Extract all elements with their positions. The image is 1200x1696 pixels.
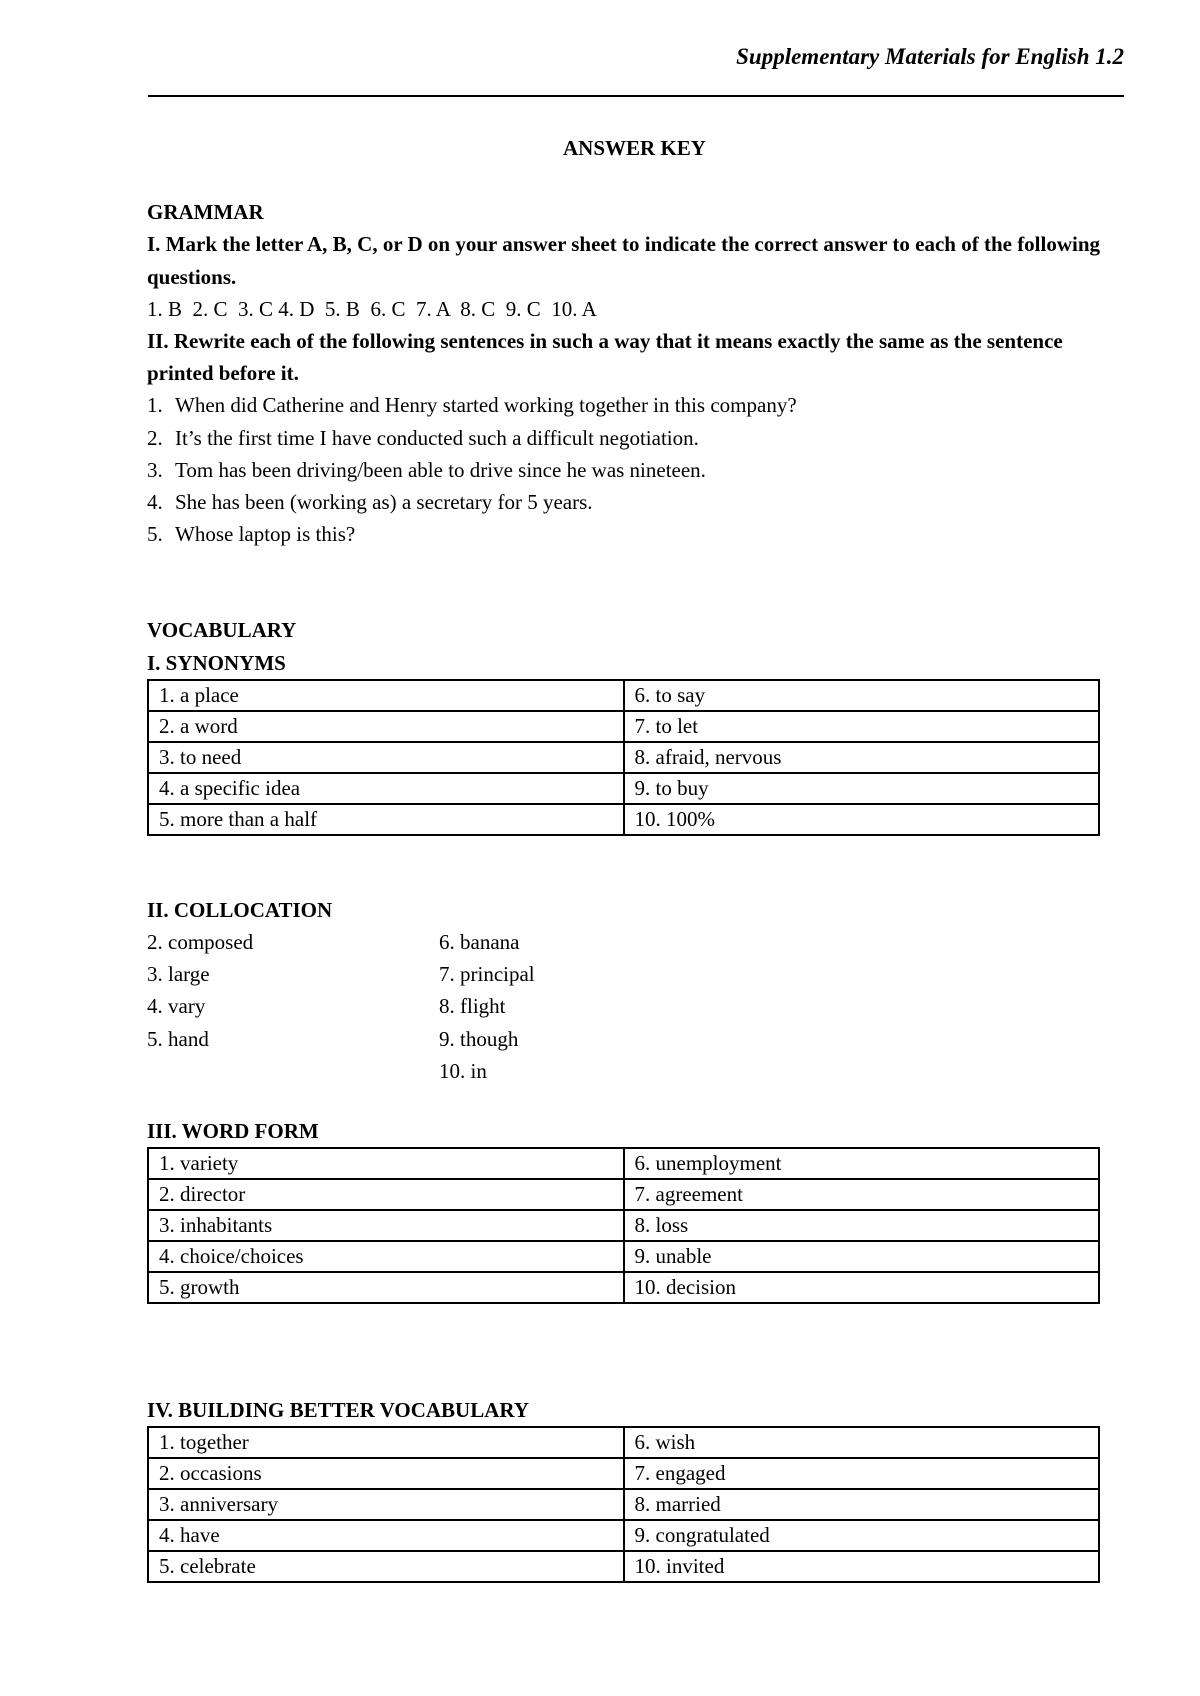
collocation-list	[147, 926, 1122, 1087]
table-cell: 2. director	[148, 1179, 624, 1210]
list-item-number: 5.	[147, 522, 163, 547]
table-row	[148, 711, 1099, 742]
table-cell: 2. occasions	[148, 1458, 624, 1489]
building-vocabulary-table	[147, 1426, 1100, 1583]
list-item	[147, 486, 1122, 518]
running-header: Supplementary Materials for English 1.2	[736, 44, 1124, 69]
list-item: 2. composed	[147, 930, 254, 955]
table-row	[148, 1148, 1099, 1179]
table-row	[148, 742, 1099, 773]
table-cell: 7. engaged	[624, 1458, 1100, 1489]
table-cell: 3. to need	[148, 742, 624, 773]
list-item-text: She has been (working as) a secretary for 5 years.	[175, 490, 593, 515]
table-row	[148, 1427, 1099, 1458]
list-item-text: When did Catherine and Henry started working together in this company?	[175, 393, 797, 418]
list-item	[147, 422, 1122, 454]
vocabulary-heading: VOCABULARY	[147, 618, 297, 643]
list-item-number: 3.	[147, 457, 163, 482]
list-item: 9. though	[439, 1026, 519, 1051]
table-cell: 10. 100%	[624, 804, 1100, 835]
table-cell: 8. loss	[624, 1210, 1100, 1241]
table-cell: 6. unemployment	[624, 1148, 1100, 1179]
table-row	[148, 1551, 1099, 1582]
table-cell: 5. more than a half	[148, 804, 624, 835]
list-item: 7. principal	[439, 962, 535, 987]
grammar-part2-instruction: II. Rewrite each of the following sentences in such a way that it means exactly the same as the sentence printed before it.	[147, 329, 1063, 386]
list-item: 8. flight	[439, 994, 506, 1019]
grammar-part1-answers: 1. B 2. C 3. C 4. D 5. B 6. C 7. A 8. C 9. C 10. A	[147, 296, 597, 321]
list-item	[147, 454, 1122, 486]
list-item-text: Tom has been driving/been able to drive since he was nineteen.	[175, 457, 706, 482]
table-cell: 7. to let	[624, 711, 1100, 742]
collocation-heading: II. COLLOCATION	[147, 897, 333, 922]
list-item: 10. in	[439, 1058, 487, 1083]
table-row	[148, 1241, 1099, 1272]
list-item-text: It’s the first time I have conducted such a difficult negotiation.	[175, 425, 699, 450]
table-row	[148, 1272, 1099, 1303]
list-item	[147, 518, 1122, 550]
table-cell: 9. to buy	[624, 773, 1100, 804]
grammar-heading: GRAMMAR	[147, 200, 264, 225]
table-cell: 2. a word	[148, 711, 624, 742]
table-cell: 5. celebrate	[148, 1551, 624, 1582]
list-item-number: 1.	[147, 393, 163, 418]
synonyms-heading: I. SYNONYMS	[147, 650, 286, 675]
list-item	[147, 389, 1122, 421]
table-cell: 8. married	[624, 1489, 1100, 1520]
table-row	[148, 1458, 1099, 1489]
table-cell: 4. a specific idea	[148, 773, 624, 804]
table-cell: 8. afraid, nervous	[624, 742, 1100, 773]
header-rule	[148, 95, 1124, 97]
table-cell: 3. anniversary	[148, 1489, 624, 1520]
list-item-number: 2.	[147, 425, 163, 450]
list-item-number: 4.	[147, 490, 163, 515]
table-cell: 6. to say	[624, 680, 1100, 711]
word-form-heading: III. WORD FORM	[147, 1119, 319, 1144]
list-item-text: Whose laptop is this?	[175, 522, 356, 547]
table-cell: 4. have	[148, 1520, 624, 1551]
table-row	[148, 1210, 1099, 1241]
table-row	[148, 680, 1099, 711]
grammar-part1-instruction: I. Mark the letter A, B, C, or D on your answer sheet to indicate the correct answer to each of the following questions.	[147, 232, 1101, 289]
table-row	[148, 1489, 1099, 1520]
page-title: ANSWER KEY	[563, 136, 706, 160]
table-cell: 4. choice/choices	[148, 1241, 624, 1272]
table-cell: 7. agreement	[624, 1179, 1100, 1210]
table-cell: 1. variety	[148, 1148, 624, 1179]
list-item: 3. large	[147, 962, 210, 987]
table-cell: 10. decision	[624, 1272, 1100, 1303]
table-cell: 5. growth	[148, 1272, 624, 1303]
table-cell: 10. invited	[624, 1551, 1100, 1582]
building-vocabulary-heading: IV. BUILDING BETTER VOCABULARY	[147, 1398, 529, 1423]
list-item	[147, 1055, 439, 1087]
table-row	[148, 773, 1099, 804]
list-item: 6. banana	[439, 930, 520, 955]
page-content	[147, 126, 1122, 1583]
table-row	[148, 804, 1099, 835]
table-cell: 6. wish	[624, 1427, 1100, 1458]
table-row	[148, 1179, 1099, 1210]
table-cell: 1. together	[148, 1427, 624, 1458]
grammar-part2-list	[147, 389, 1122, 550]
word-form-table	[147, 1147, 1100, 1304]
table-cell: 9. unable	[624, 1241, 1100, 1272]
list-item: 5. hand	[147, 1026, 209, 1051]
synonyms-table	[147, 679, 1100, 836]
table-cell: 1. a place	[148, 680, 624, 711]
table-row	[148, 1520, 1099, 1551]
list-item: 4. vary	[147, 994, 206, 1019]
table-cell: 9. congratulated	[624, 1520, 1100, 1551]
table-cell: 3. inhabitants	[148, 1210, 624, 1241]
